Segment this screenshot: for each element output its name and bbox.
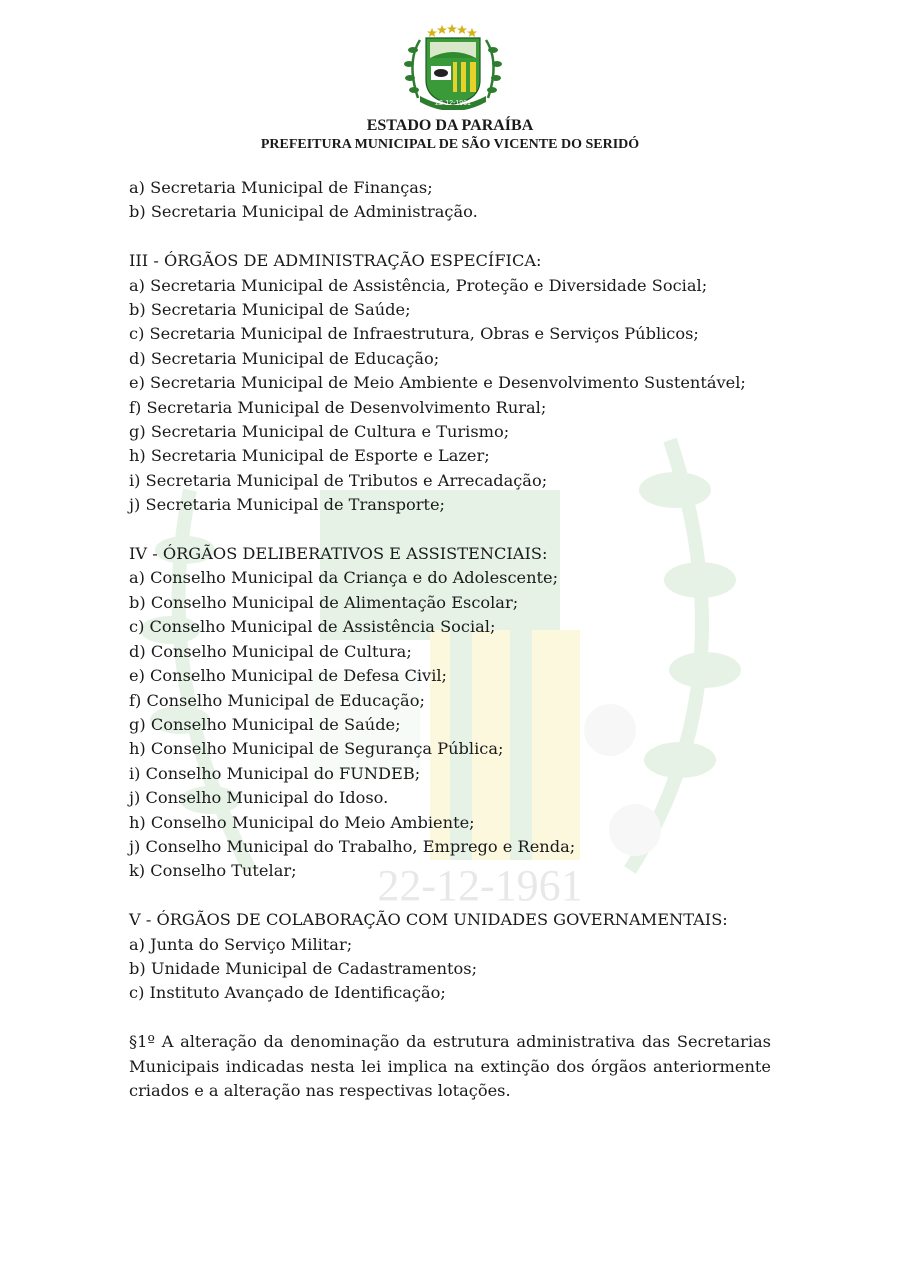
state-heading: ESTADO DA PARAÍBA	[366, 117, 534, 134]
section-title: IV - ÓRGÃOS DELIBERATIVOS E ASSISTENCIAIS:	[129, 544, 548, 564]
list-item: h) Conselho Municipal de Segurança Pública;	[129, 739, 504, 759]
list-item: c) Instituto Avançado de Identificação;	[129, 983, 446, 1003]
list-item: c) Conselho Municipal de Assistência Social;	[129, 617, 496, 637]
list-item: a) Junta do Serviço Militar;	[129, 934, 353, 954]
list-item: g) Secretaria Municipal de Cultura e Turismo;	[129, 422, 510, 442]
city-heading: PREFEITURA MUNICIPAL DE SÃO VICENTE DO SERIDÓ	[260, 137, 640, 152]
list-item: e) Conselho Municipal de Defesa Civil;	[129, 666, 447, 686]
list-item: g) Conselho Municipal de Saúde;	[129, 714, 401, 734]
list-item: a) Conselho Municipal da Criança e do Adolescente;	[129, 568, 559, 588]
list-item: c) Secretaria Municipal de Infraestrutura, Obras e Serviços Públicos;	[129, 324, 699, 344]
list-item: i) Conselho Municipal do FUNDEB;	[129, 763, 421, 783]
list-item: b) Secretaria Municipal de Saúde;	[129, 300, 411, 320]
crest-stars	[427, 24, 477, 37]
section-title: V - ÓRGÃOS DE COLABORAÇÃO COM UNIDADES GOVERNAMENTAIS:	[129, 910, 728, 930]
list-item: b) Conselho Municipal de Alimentação Escolar;	[129, 592, 519, 612]
crest-date: 22-12-1961	[435, 100, 471, 107]
list-item: j) Conselho Municipal do Idoso.	[129, 788, 389, 808]
list-item: i) Secretaria Municipal de Tributos e Arrecadação;	[129, 470, 548, 490]
list-item: b) Secretaria Municipal de Administração.	[129, 202, 478, 222]
list-item: b) Unidade Municipal de Cadastramentos;	[129, 958, 478, 978]
crest-branch-left	[404, 40, 420, 98]
list-item: f) Secretaria Municipal de Desenvolvimento Rural;	[129, 397, 547, 417]
list-item: e) Secretaria Municipal de Meio Ambiente e Desenvolvimento Sustentável;	[129, 373, 746, 393]
document-body	[129, 176, 771, 1103]
list-item: k) Conselho Tutelar;	[129, 861, 297, 881]
list-item: a) Secretaria Municipal de Finanças;	[129, 178, 433, 197]
list-item: d) Conselho Municipal de Cultura;	[129, 641, 412, 661]
list-item: f) Conselho Municipal de Educação;	[129, 690, 425, 710]
list-item: d) Secretaria Municipal de Educação;	[129, 348, 440, 368]
list-item: j) Secretaria Municipal de Transporte;	[129, 495, 445, 515]
paragraph-1: §1º A alteração da denominação da estrutura administrativa das Secretarias Municipais indicadas nesta lei implica na extinção dos órgãos anteriormente criados e a alteração nas respectivas lotações.	[129, 1032, 771, 1100]
list-item: h) Conselho Municipal do Meio Ambiente;	[129, 812, 475, 832]
list-item: j) Conselho Municipal do Trabalho, Emprego e Renda;	[129, 836, 576, 856]
crest-branch-right	[486, 40, 502, 98]
list-item: a) Secretaria Municipal de Assistência, Proteção e Diversidade Social;	[129, 275, 708, 295]
section-title: III - ÓRGÃOS DE ADMINISTRAÇÃO ESPECÍFICA:	[129, 251, 542, 271]
watermark-date: 22-12-1961	[377, 861, 583, 910]
municipal-crest	[396, 22, 504, 110]
list-item: h) Secretaria Municipal de Esporte e Lazer;	[129, 446, 490, 466]
